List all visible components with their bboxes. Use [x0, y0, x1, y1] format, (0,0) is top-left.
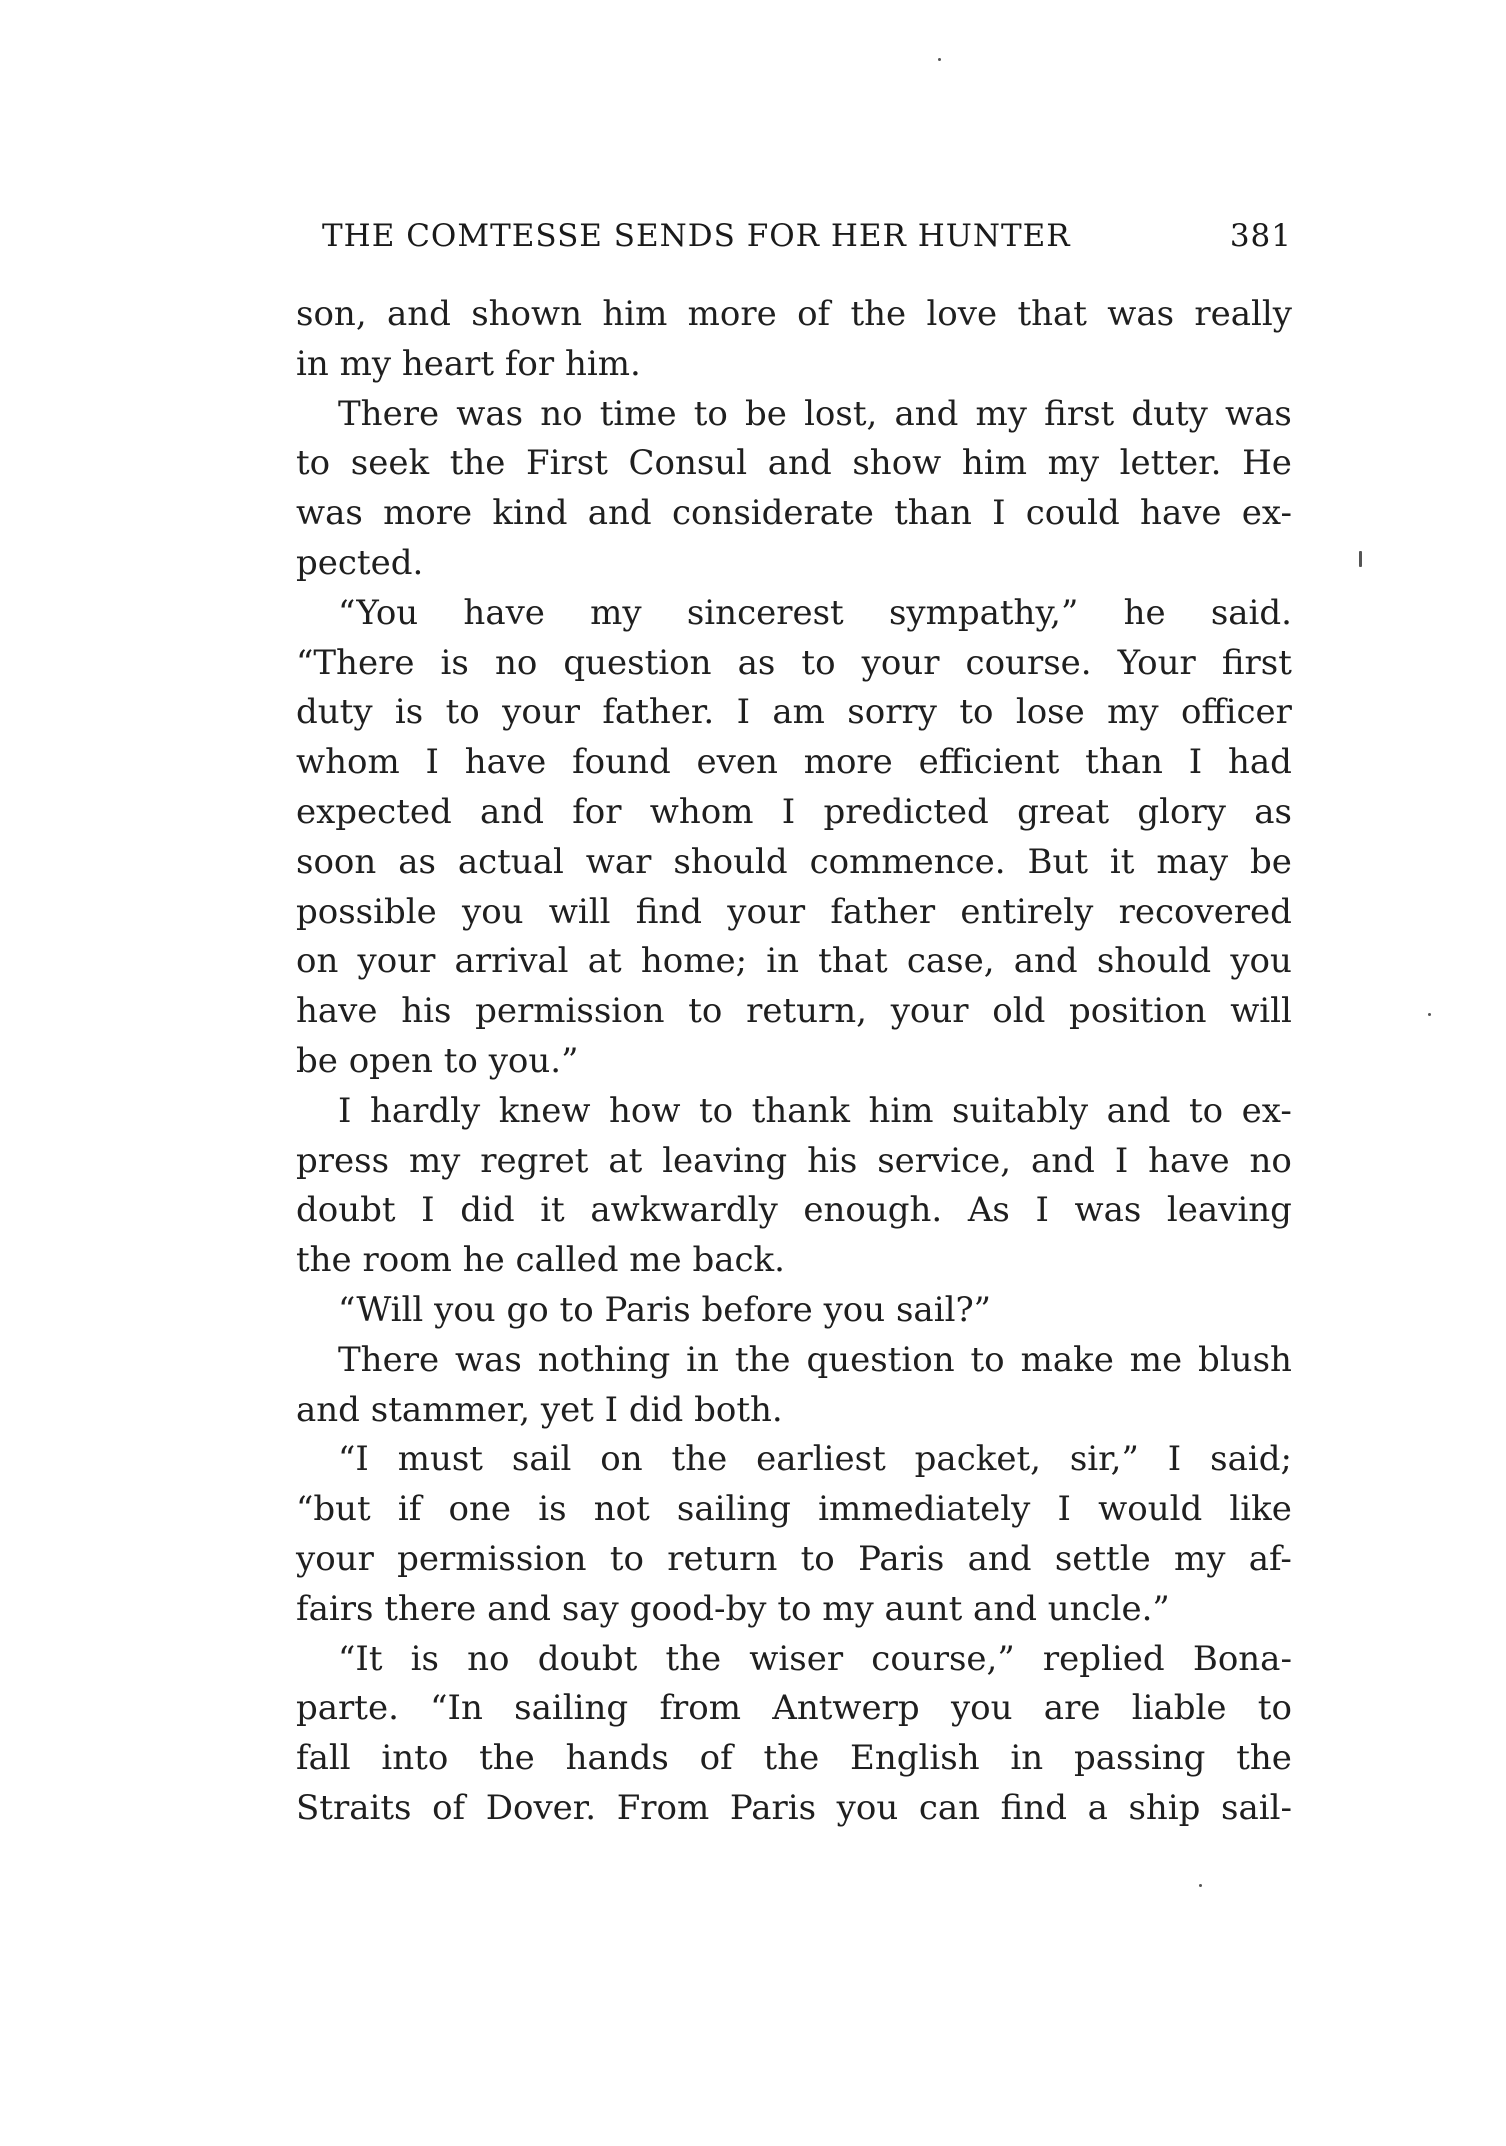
text-line: “You have my sincerest sympathy,” he said. — [338, 592, 1292, 633]
text-line: “It is no doubt the wiser course,” replied Bona- — [338, 1638, 1292, 1679]
text-line: have his permission to return, your old position will — [296, 991, 1292, 1032]
scan-speck — [938, 58, 941, 61]
text-line: parte. “In sailing from Antwerp you are liable to — [296, 1688, 1292, 1729]
running-title: THE COMTESSE SENDS FOR HER HUNTER — [322, 218, 1071, 254]
text-line: fairs there and say good-by to my aunt and uncle.” — [296, 1588, 1170, 1629]
text-line: possible you will find your father entirely recovered — [296, 891, 1292, 932]
text-line: Straits of Dover. From Paris you can find a ship sail- — [296, 1787, 1292, 1828]
text-line: press my regret at leaving his service, and I have no — [296, 1140, 1292, 1181]
page-number: 381 — [1229, 218, 1292, 254]
body-text — [296, 290, 1292, 1834]
text-line: whom I have found even more efficient than I had — [296, 742, 1292, 783]
running-header — [322, 216, 1292, 256]
text-line: to seek the First Consul and show him my letter. He — [296, 443, 1292, 484]
scan-speck — [1428, 1013, 1431, 1016]
text-line: your permission to return to Paris and settle my af- — [296, 1538, 1292, 1579]
text-line: “I must sail on the earliest packet, sir,” I said; — [338, 1439, 1292, 1480]
text-line: doubt I did it awkwardly enough. As I was leaving — [296, 1190, 1292, 1231]
scan-speck — [1359, 551, 1362, 567]
text-line: in my heart for him. — [296, 343, 641, 384]
text-line: expected and for whom I predicted great glory as — [296, 791, 1292, 832]
text-line: “Will you go to Paris before you sail?” — [338, 1289, 992, 1330]
text-line: soon as actual war should commence. But it may be — [296, 841, 1292, 882]
text-line: and stammer, yet I did both. — [296, 1389, 783, 1430]
text-line: There was nothing in the question to make me blush — [338, 1339, 1292, 1380]
text-line: on your arrival at home; in that case, and should you — [296, 941, 1292, 982]
text-line: I hardly knew how to thank him suitably and to ex- — [338, 1090, 1292, 1131]
text-line: son, and shown him more of the love that was really — [296, 294, 1292, 334]
text-line: the room he called me back. — [296, 1240, 785, 1281]
text-line: duty is to your father. I am sorry to lose my officer — [296, 692, 1292, 733]
text-line: pected. — [296, 542, 424, 583]
text-line: “There is no question as to your course. Your first — [296, 642, 1292, 683]
scan-speck — [1199, 1884, 1202, 1887]
text-line: be open to you.” — [296, 1040, 579, 1081]
text-line: “but if one is not sailing immediately I would like — [296, 1489, 1292, 1530]
text-line: There was no time to be lost, and my first duty was — [338, 393, 1292, 434]
text-line: fall into the hands of the English in passing the — [296, 1738, 1292, 1779]
text-line: was more kind and considerate than I could have ex- — [296, 493, 1292, 534]
